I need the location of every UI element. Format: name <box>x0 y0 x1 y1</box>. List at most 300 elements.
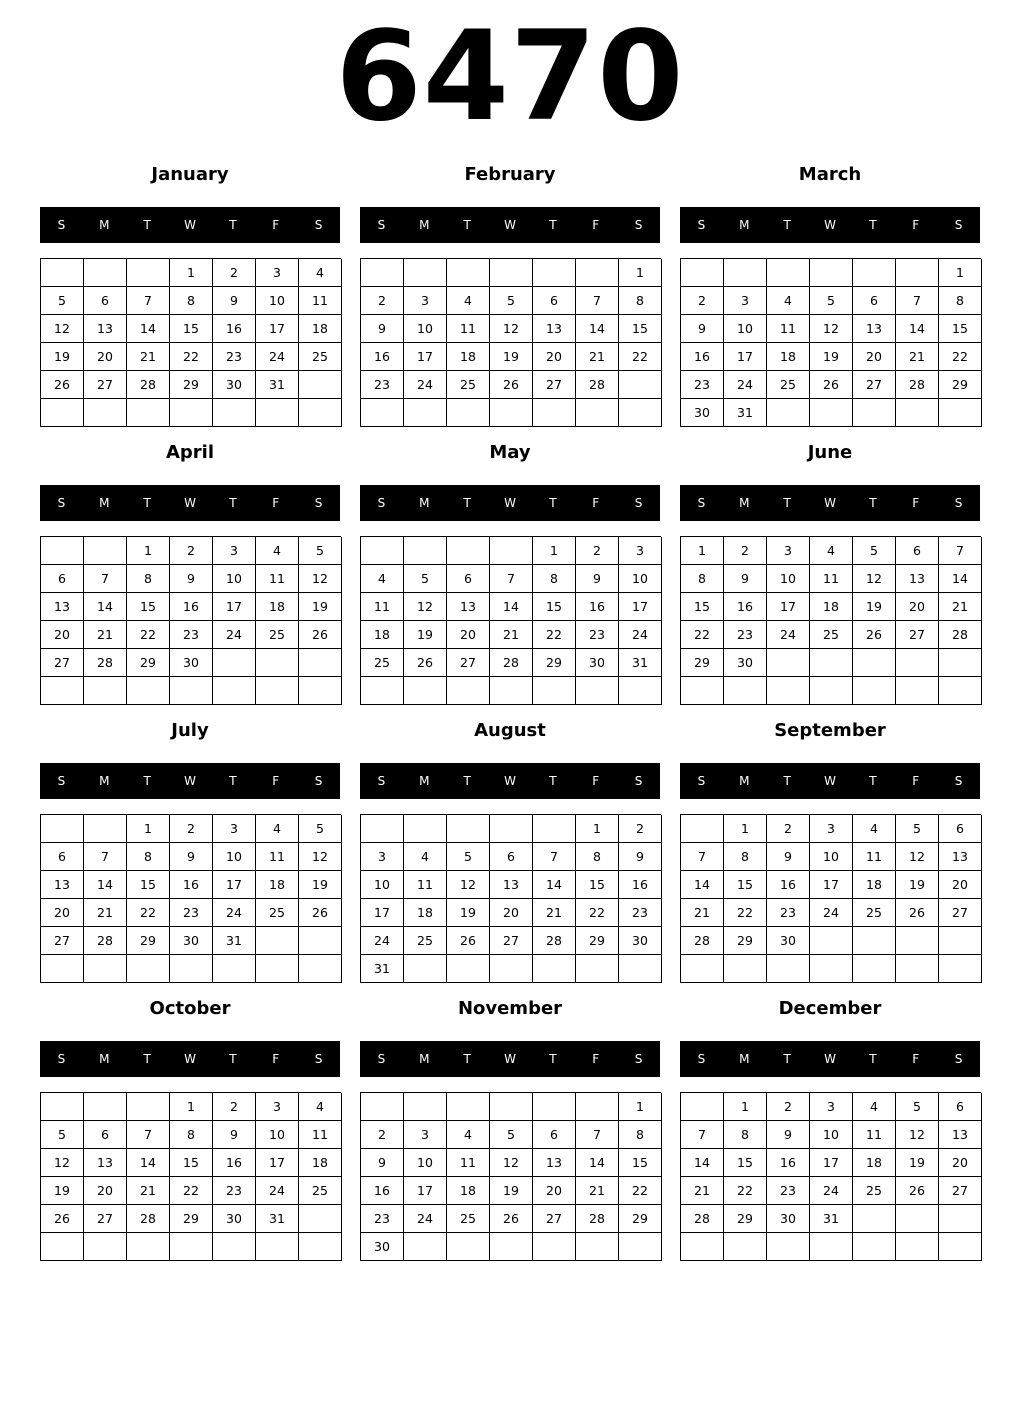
day-cell: 26 <box>853 621 896 649</box>
weekday-header: F <box>272 496 280 510</box>
day-cell: 30 <box>767 1205 810 1233</box>
day-cell: 2 <box>681 287 724 315</box>
weekday-header: W <box>504 496 516 510</box>
month-july <box>40 716 340 986</box>
weekday-header: S <box>377 1052 386 1066</box>
day-cell: 7 <box>681 843 724 871</box>
day-cell: 15 <box>619 315 662 343</box>
day-cell: 18 <box>853 871 896 899</box>
day-cell <box>724 1233 767 1261</box>
day-cell: 2 <box>724 537 767 565</box>
day-cell: 17 <box>361 899 404 927</box>
day-cell <box>404 815 447 843</box>
day-cell <box>619 399 662 427</box>
day-cell: 24 <box>256 1177 299 1205</box>
weekday-header: F <box>912 496 920 510</box>
day-cell: 27 <box>41 649 84 677</box>
weekday-header: M <box>99 496 110 510</box>
day-cell: 9 <box>619 843 662 871</box>
day-cell <box>681 815 724 843</box>
weekday-header: T <box>229 1052 237 1066</box>
day-cell: 3 <box>361 843 404 871</box>
day-cell <box>619 677 662 705</box>
day-cell: 5 <box>41 1121 84 1149</box>
day-grid <box>680 258 981 427</box>
day-cell: 9 <box>361 1149 404 1177</box>
day-cell: 17 <box>404 1177 447 1205</box>
weekday-header: S <box>314 774 323 788</box>
day-cell <box>681 1093 724 1121</box>
day-cell: 13 <box>896 565 939 593</box>
day-cell: 25 <box>853 899 896 927</box>
day-cell <box>896 259 939 287</box>
month-december <box>680 994 980 1264</box>
weekday-header: T <box>229 774 237 788</box>
weekday-header: S <box>954 774 963 788</box>
day-cell: 12 <box>490 1149 533 1177</box>
day-cell: 28 <box>127 1205 170 1233</box>
day-cell: 16 <box>361 1177 404 1205</box>
day-cell: 16 <box>213 315 256 343</box>
day-cell: 11 <box>447 315 490 343</box>
day-cell <box>767 259 810 287</box>
day-cell <box>170 1233 213 1261</box>
day-cell: 9 <box>724 565 767 593</box>
day-cell <box>533 677 576 705</box>
day-cell: 14 <box>127 1149 170 1177</box>
day-cell: 1 <box>533 537 576 565</box>
day-cell: 13 <box>533 315 576 343</box>
day-cell <box>84 815 127 843</box>
day-grid <box>40 258 341 427</box>
day-cell: 8 <box>170 1121 213 1149</box>
day-cell: 3 <box>724 287 767 315</box>
day-cell: 8 <box>939 287 982 315</box>
weekday-header: M <box>99 1052 110 1066</box>
day-cell: 23 <box>213 343 256 371</box>
day-cell: 26 <box>896 899 939 927</box>
day-cell: 1 <box>724 815 767 843</box>
day-cell <box>361 1093 404 1121</box>
weekday-header: S <box>697 496 706 510</box>
weekday-header: M <box>419 774 430 788</box>
day-cell <box>361 537 404 565</box>
day-cell: 14 <box>681 1149 724 1177</box>
day-cell: 4 <box>853 815 896 843</box>
weekday-header: S <box>954 1052 963 1066</box>
day-cell: 21 <box>576 1177 619 1205</box>
day-cell: 1 <box>170 1093 213 1121</box>
day-cell: 4 <box>299 1093 342 1121</box>
day-cell <box>447 399 490 427</box>
day-cell: 4 <box>256 815 299 843</box>
day-cell: 21 <box>576 343 619 371</box>
weekday-header-bar <box>680 763 980 799</box>
weekday-header: M <box>739 496 750 510</box>
day-cell: 16 <box>170 593 213 621</box>
day-cell <box>84 259 127 287</box>
day-cell: 19 <box>41 343 84 371</box>
day-cell: 19 <box>299 871 342 899</box>
weekday-header: S <box>377 218 386 232</box>
day-cell <box>41 815 84 843</box>
day-cell <box>576 399 619 427</box>
day-cell <box>256 649 299 677</box>
day-cell: 23 <box>170 899 213 927</box>
day-cell: 5 <box>447 843 490 871</box>
weekday-header: W <box>184 1052 196 1066</box>
day-cell <box>361 399 404 427</box>
day-cell: 19 <box>896 1149 939 1177</box>
weekday-header: S <box>314 218 323 232</box>
day-cell: 27 <box>84 1205 127 1233</box>
day-cell: 22 <box>533 621 576 649</box>
day-cell: 28 <box>576 371 619 399</box>
day-cell <box>213 399 256 427</box>
day-cell: 6 <box>41 565 84 593</box>
day-cell: 13 <box>490 871 533 899</box>
day-cell: 13 <box>41 593 84 621</box>
day-cell <box>896 677 939 705</box>
day-cell: 15 <box>127 871 170 899</box>
day-cell: 20 <box>490 899 533 927</box>
day-cell: 25 <box>447 1205 490 1233</box>
day-cell: 15 <box>681 593 724 621</box>
day-cell <box>404 677 447 705</box>
day-cell <box>490 1093 533 1121</box>
day-grid <box>40 814 341 983</box>
day-cell <box>361 815 404 843</box>
weekday-header: S <box>697 1052 706 1066</box>
day-cell <box>299 955 342 983</box>
day-cell: 25 <box>361 649 404 677</box>
day-cell: 30 <box>576 649 619 677</box>
weekday-header: T <box>229 496 237 510</box>
weekday-header: T <box>463 218 471 232</box>
month-title: May <box>489 442 531 463</box>
day-cell: 25 <box>299 343 342 371</box>
weekday-header: F <box>592 1052 600 1066</box>
day-grid <box>40 536 341 705</box>
day-cell <box>127 399 170 427</box>
day-cell <box>724 955 767 983</box>
day-cell: 22 <box>127 621 170 649</box>
day-cell: 9 <box>767 843 810 871</box>
day-cell <box>404 259 447 287</box>
day-cell: 24 <box>213 899 256 927</box>
day-cell: 1 <box>619 1093 662 1121</box>
day-cell: 31 <box>256 1205 299 1233</box>
day-cell: 16 <box>724 593 767 621</box>
month-september <box>680 716 980 986</box>
weekday-header: S <box>57 1052 66 1066</box>
day-cell <box>447 1233 490 1261</box>
day-cell: 27 <box>533 371 576 399</box>
month-title: July <box>171 720 209 741</box>
day-cell: 9 <box>213 287 256 315</box>
day-cell: 4 <box>810 537 853 565</box>
day-cell: 7 <box>533 843 576 871</box>
day-cell: 3 <box>404 1121 447 1149</box>
day-cell: 15 <box>939 315 982 343</box>
weekday-header: T <box>549 218 557 232</box>
weekday-header: F <box>592 496 600 510</box>
day-cell: 2 <box>361 287 404 315</box>
day-cell: 1 <box>681 537 724 565</box>
day-cell: 27 <box>533 1205 576 1233</box>
day-cell: 10 <box>810 843 853 871</box>
day-cell: 10 <box>256 1121 299 1149</box>
day-cell: 15 <box>533 593 576 621</box>
weekday-header: W <box>504 218 516 232</box>
day-cell: 11 <box>853 843 896 871</box>
day-cell: 13 <box>84 1149 127 1177</box>
day-cell: 28 <box>681 1205 724 1233</box>
day-cell: 26 <box>490 371 533 399</box>
day-cell <box>576 677 619 705</box>
day-cell: 24 <box>361 927 404 955</box>
day-cell: 22 <box>724 1177 767 1205</box>
day-cell <box>576 1093 619 1121</box>
day-cell <box>213 649 256 677</box>
day-cell: 21 <box>896 343 939 371</box>
day-cell: 19 <box>404 621 447 649</box>
day-cell: 1 <box>939 259 982 287</box>
month-march <box>680 160 980 430</box>
day-cell: 16 <box>213 1149 256 1177</box>
day-cell: 31 <box>724 399 767 427</box>
day-cell <box>299 1233 342 1261</box>
day-cell <box>299 677 342 705</box>
day-cell: 3 <box>404 287 447 315</box>
weekday-header: T <box>143 1052 151 1066</box>
day-cell: 11 <box>299 287 342 315</box>
weekday-header: M <box>419 1052 430 1066</box>
weekday-header: F <box>592 774 600 788</box>
day-cell: 23 <box>361 1205 404 1233</box>
day-cell <box>256 1233 299 1261</box>
day-cell: 14 <box>681 871 724 899</box>
day-cell: 29 <box>724 1205 767 1233</box>
day-cell: 15 <box>619 1149 662 1177</box>
day-cell: 16 <box>170 871 213 899</box>
day-cell: 5 <box>810 287 853 315</box>
day-cell: 16 <box>767 871 810 899</box>
day-cell <box>767 1233 810 1261</box>
day-cell: 28 <box>896 371 939 399</box>
day-cell: 22 <box>619 343 662 371</box>
day-cell <box>299 399 342 427</box>
day-cell: 13 <box>939 1121 982 1149</box>
day-cell: 17 <box>724 343 767 371</box>
day-cell: 18 <box>361 621 404 649</box>
day-cell: 4 <box>853 1093 896 1121</box>
weekday-header: M <box>419 218 430 232</box>
weekday-header-bar <box>40 207 340 243</box>
day-cell: 7 <box>896 287 939 315</box>
weekday-header: S <box>634 774 643 788</box>
day-cell <box>404 537 447 565</box>
weekday-header: W <box>504 1052 516 1066</box>
day-cell: 7 <box>127 287 170 315</box>
day-cell: 12 <box>299 565 342 593</box>
day-grid <box>40 1092 341 1261</box>
weekday-header: T <box>229 218 237 232</box>
day-cell: 5 <box>490 287 533 315</box>
weekday-header: T <box>783 218 791 232</box>
day-cell: 10 <box>213 843 256 871</box>
day-cell <box>490 399 533 427</box>
day-cell <box>84 955 127 983</box>
day-cell <box>299 1205 342 1233</box>
weekday-header: M <box>99 774 110 788</box>
day-cell: 31 <box>361 955 404 983</box>
day-cell: 25 <box>853 1177 896 1205</box>
day-cell: 23 <box>170 621 213 649</box>
day-cell: 21 <box>939 593 982 621</box>
day-cell: 17 <box>767 593 810 621</box>
day-cell: 12 <box>41 315 84 343</box>
day-cell <box>213 955 256 983</box>
day-cell: 14 <box>576 315 619 343</box>
weekday-header-bar <box>680 1041 980 1077</box>
day-cell <box>127 677 170 705</box>
day-cell: 8 <box>533 565 576 593</box>
day-cell: 25 <box>810 621 853 649</box>
day-cell: 23 <box>576 621 619 649</box>
day-cell: 7 <box>576 287 619 315</box>
day-cell: 10 <box>404 1149 447 1177</box>
day-cell <box>810 927 853 955</box>
day-cell: 11 <box>404 871 447 899</box>
day-cell: 14 <box>127 315 170 343</box>
month-title: December <box>778 998 882 1019</box>
day-grid <box>680 1092 981 1261</box>
day-cell <box>41 955 84 983</box>
day-cell: 8 <box>127 565 170 593</box>
day-cell <box>939 955 982 983</box>
month-may <box>360 438 660 708</box>
month-title: June <box>807 442 853 463</box>
day-cell: 3 <box>256 259 299 287</box>
day-cell: 11 <box>767 315 810 343</box>
weekday-header: T <box>869 496 877 510</box>
day-cell: 29 <box>127 927 170 955</box>
day-cell: 13 <box>41 871 84 899</box>
day-cell: 3 <box>810 815 853 843</box>
day-cell: 22 <box>619 1177 662 1205</box>
day-cell <box>853 649 896 677</box>
day-cell: 26 <box>299 899 342 927</box>
day-cell: 8 <box>576 843 619 871</box>
day-cell <box>84 1233 127 1261</box>
weekday-header-bar <box>40 763 340 799</box>
day-cell: 31 <box>256 371 299 399</box>
day-cell <box>84 1093 127 1121</box>
day-cell: 26 <box>41 1205 84 1233</box>
day-cell: 10 <box>213 565 256 593</box>
day-cell: 21 <box>681 899 724 927</box>
day-cell <box>404 399 447 427</box>
day-cell <box>681 259 724 287</box>
weekday-header-bar <box>40 485 340 521</box>
weekday-header: M <box>739 1052 750 1066</box>
day-cell: 26 <box>896 1177 939 1205</box>
day-grid <box>360 814 661 983</box>
day-cell <box>896 1205 939 1233</box>
weekday-header-bar <box>680 485 980 521</box>
day-cell <box>810 1233 853 1261</box>
day-cell: 12 <box>896 843 939 871</box>
day-cell: 2 <box>767 815 810 843</box>
day-cell: 31 <box>619 649 662 677</box>
day-cell: 22 <box>576 899 619 927</box>
day-cell: 19 <box>299 593 342 621</box>
weekday-header: M <box>739 774 750 788</box>
day-cell: 3 <box>213 537 256 565</box>
day-cell: 17 <box>213 871 256 899</box>
weekday-header: T <box>869 774 877 788</box>
day-cell <box>939 1233 982 1261</box>
day-cell <box>447 677 490 705</box>
day-cell <box>853 1205 896 1233</box>
weekday-header-bar <box>40 1041 340 1077</box>
day-cell <box>896 927 939 955</box>
day-cell: 21 <box>681 1177 724 1205</box>
weekday-header: S <box>314 496 323 510</box>
weekday-header: S <box>377 774 386 788</box>
day-cell <box>681 1233 724 1261</box>
day-cell: 21 <box>127 343 170 371</box>
day-cell: 31 <box>810 1205 853 1233</box>
day-cell: 30 <box>724 649 767 677</box>
day-cell <box>127 1093 170 1121</box>
weekday-header: S <box>377 496 386 510</box>
day-cell: 21 <box>533 899 576 927</box>
day-cell <box>533 1233 576 1261</box>
day-cell: 29 <box>127 649 170 677</box>
day-cell <box>533 955 576 983</box>
day-cell: 5 <box>896 1093 939 1121</box>
month-april <box>40 438 340 708</box>
day-cell: 24 <box>404 371 447 399</box>
day-cell: 9 <box>361 315 404 343</box>
weekday-header: T <box>463 774 471 788</box>
weekday-header: T <box>549 1052 557 1066</box>
weekday-header: T <box>783 1052 791 1066</box>
day-cell <box>170 677 213 705</box>
day-cell <box>84 399 127 427</box>
day-cell: 30 <box>767 927 810 955</box>
day-cell: 27 <box>896 621 939 649</box>
weekday-header: S <box>697 774 706 788</box>
day-cell: 27 <box>447 649 490 677</box>
day-cell: 24 <box>810 899 853 927</box>
day-cell: 27 <box>939 1177 982 1205</box>
day-cell: 20 <box>853 343 896 371</box>
day-cell: 25 <box>404 927 447 955</box>
day-cell <box>41 259 84 287</box>
day-cell: 4 <box>404 843 447 871</box>
day-cell: 2 <box>170 537 213 565</box>
weekday-header-bar <box>680 207 980 243</box>
weekday-header: T <box>549 496 557 510</box>
day-cell: 1 <box>576 815 619 843</box>
day-cell <box>810 399 853 427</box>
day-cell <box>767 955 810 983</box>
day-cell: 27 <box>853 371 896 399</box>
day-cell: 20 <box>41 899 84 927</box>
